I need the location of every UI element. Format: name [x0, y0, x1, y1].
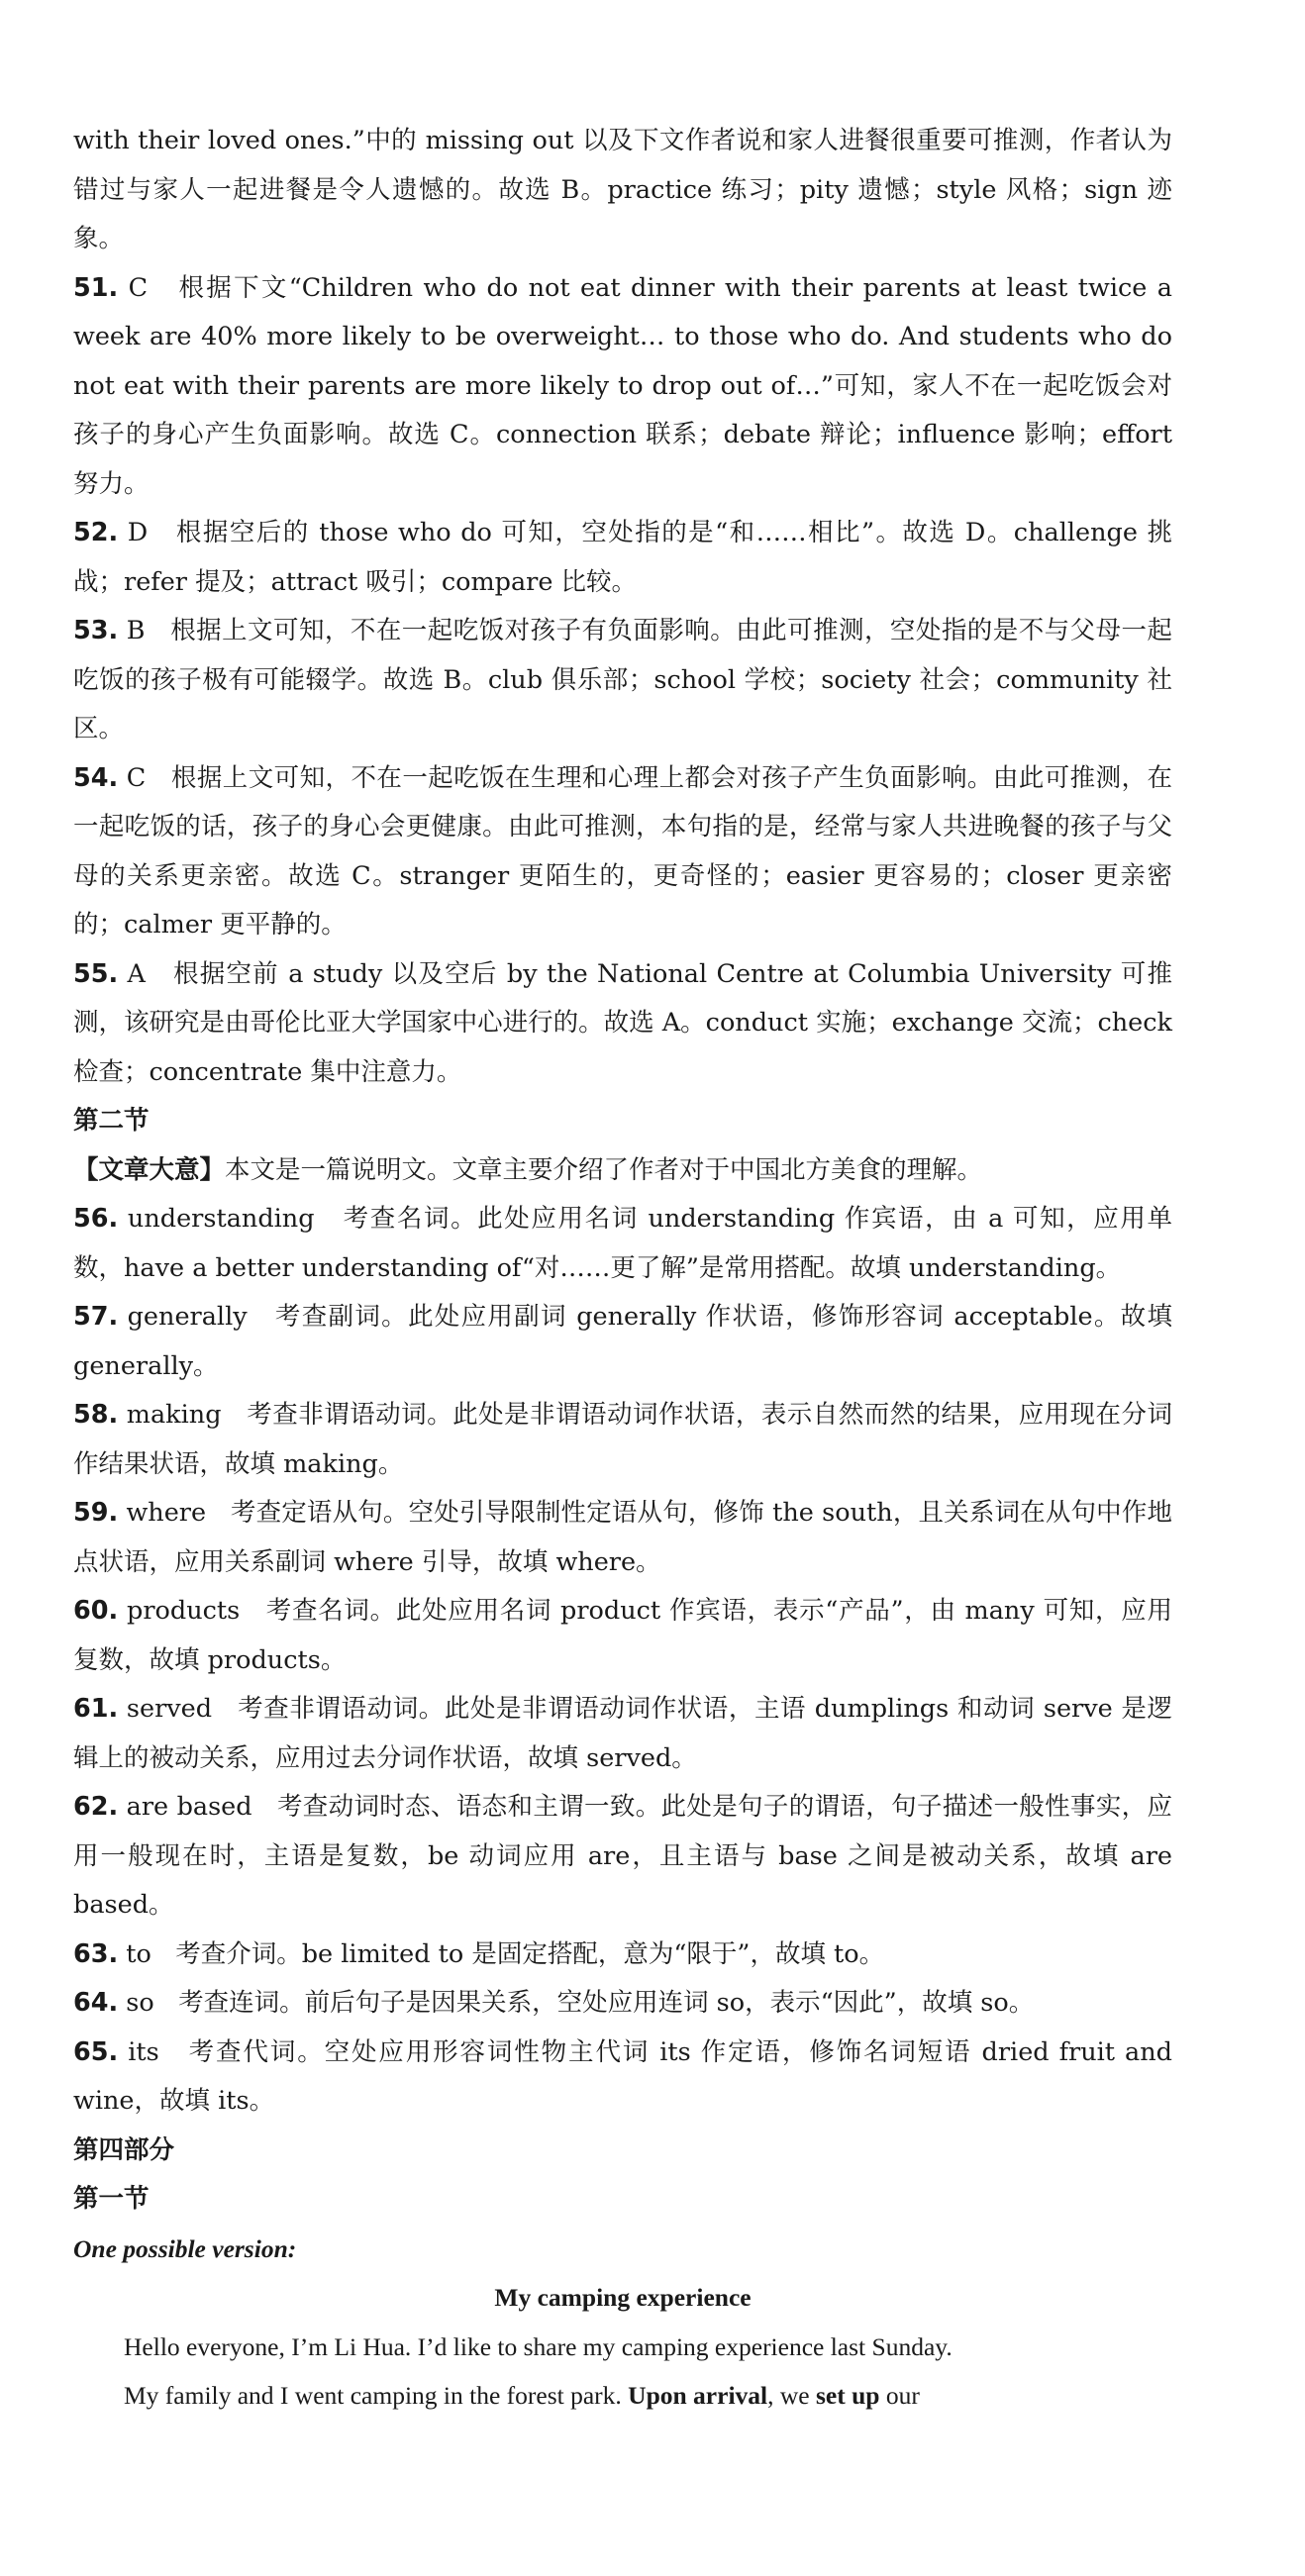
section-heading: 第二节 — [73, 1106, 150, 1136]
answer-item-62 — [73, 1783, 1172, 1931]
item-answer: making — [126, 1400, 222, 1430]
item-answer: C — [126, 762, 147, 793]
item-explanation: 根据下文“Children who do not eat dinner with their parents at least twice a week are 40% more likely to be overweight… to those who do. And students who do not eat with their parents are more likely to drop out of…”可知，家人不在一起吃饭会对孩子的身心产生负面影响。故选 C。connection 联系；debate 辩论；influence 影响；effort 努力。 — [73, 272, 1172, 499]
item-answer: served — [126, 1694, 213, 1724]
item-explanation: 考查动词时态、语态和主谓一致。此处是句子的谓语，句子描述一般性事实，应用一般现在时，主语是复数，be 动词应用 are，且主语与 base 之间是被动关系，故填 are based。 — [73, 1792, 1172, 1920]
item-number: 64. — [73, 1988, 119, 2018]
item-number: 55. — [73, 958, 119, 989]
answer-item-53 — [73, 607, 1172, 754]
item-explanation: 考查名词。此处应用名词 understanding 作宾语，由 a 可知，应用单数，have a better understanding of“对……更了解”是常用搭配。故填 understanding。 — [73, 1204, 1172, 1283]
answer-item-59 — [73, 1489, 1172, 1587]
item-number: 51. — [73, 272, 119, 303]
item-number: 57. — [73, 1302, 119, 1332]
item-explanation: 考查副词。此处应用副词 generally 作状语，修饰形容词 acceptable。故填 generally。 — [73, 1302, 1172, 1381]
essay-paragraph: Hello everyone, I’m Li Hua. I’d like to share my camping experience last Sunday. — [124, 2331, 953, 2361]
answer-item-63 — [73, 1931, 1172, 1980]
answers-part1 — [73, 264, 1172, 1098]
item-answer: A — [127, 958, 146, 989]
essay-text: My family and I went camping in the forest park. — [124, 2381, 629, 2410]
item-explanation: 根据上文可知，不在一起吃饭在生理和心理上都会对孩子产生负面影响。由此可推测，在一起吃饭的话，孩子的身心会更健康。由此可推测，本句指的是，经常与家人共进晚餐的孩子与父母的关系更亲密。故选 C。stranger 更陌生的，更奇怪的；easier 更容易的；closer 更亲密的；calmer 更平静的。 — [73, 762, 1172, 940]
answer-item-54 — [73, 754, 1172, 950]
answer-item-61 — [73, 1685, 1172, 1783]
item-number: 53. — [73, 616, 119, 645]
answer-item-56 — [73, 1195, 1172, 1293]
answer-item-65 — [73, 2029, 1172, 2127]
section-heading: 第一节 — [73, 2184, 150, 2214]
answer-item-55 — [73, 950, 1172, 1098]
item-explanation: 根据空后的 those who do 可知，空处指的是“和……相比”。故选 D。challenge 挑战；refer 提及；attract 吸引；compare 比较。 — [73, 518, 1173, 597]
answer-item-52 — [73, 509, 1172, 607]
answer-key-page — [73, 117, 1172, 2421]
item-number: 58. — [73, 1400, 119, 1430]
item-answer: to — [126, 1938, 151, 1969]
essay-highlight: Upon arrival — [628, 2381, 768, 2410]
item-answer: so — [126, 1988, 154, 2018]
intro-paragraph: with their loved ones.”中的 missing out 以及下文作者说和家人进餐很重要可推测，作者认为错过与家人一起进餐是令人遗憾的。故选 B。practice 练习；pity 遗憾；style 风格；sign 迹象。 — [73, 126, 1172, 253]
essay-highlight: set up — [815, 2381, 880, 2410]
item-number: 62. — [73, 1792, 119, 1822]
item-number: 60. — [73, 1596, 119, 1626]
item-explanation: 考查非谓语动词。此处是非谓语动词作状语，主语 dumplings 和动词 serve 是逻辑上的被动关系，应用过去分词作状语，故填 served。 — [73, 1694, 1173, 1773]
answer-item-64 — [73, 1979, 1172, 2029]
item-explanation: 考查定语从句。空处引导限制性定语从句，修饰 the south，且关系词在从句中作地点状语，应用关系副词 where 引导，故填 where。 — [73, 1498, 1172, 1577]
item-explanation: 考查名词。此处应用名词 product 作宾语，表示“产品”，由 many 可知，应用复数，故填 products。 — [73, 1596, 1172, 1675]
item-explanation: 考查连词。前后句子是因果关系，空处应用连词 so，表示“因此”，故填 so。 — [178, 1988, 1035, 2018]
item-number: 56. — [73, 1204, 119, 1234]
item-number: 52. — [73, 518, 119, 547]
answer-item-57 — [73, 1293, 1172, 1391]
answer-item-60 — [73, 1587, 1172, 1685]
part-heading: 第四部分 — [73, 2134, 175, 2165]
essay-text: our — [879, 2381, 920, 2410]
item-answer: B — [126, 616, 146, 645]
essay-title: My camping experience — [494, 2283, 752, 2312]
item-explanation: 根据空前 a study 以及空后 by the National Centre at Columbia University 可推测，该研究是由哥伦比亚大学国家中心进行的。故选 A。conduct 实施；exchange 交流；check 检查；concentrate 集中注意力。 — [73, 958, 1172, 1087]
essay-text: , we — [767, 2381, 816, 2410]
item-explanation: 根据上文可知，不在一起吃饭对孩子有负面影响。由此可推测，空处指的是不与父母一起吃饭的孩子极有可能辍学。故选 B。club 俱乐部；school 学校；society 社会；community 社区。 — [73, 616, 1172, 743]
item-answer: understanding — [127, 1204, 315, 1234]
item-number: 54. — [73, 762, 119, 793]
item-number: 65. — [73, 2036, 119, 2067]
answers-part2 — [73, 1195, 1172, 2127]
item-explanation: 考查代词。空处应用形容词性物主代词 its 作定语，修饰名词短语 dried fruit and wine，故填 its。 — [73, 2036, 1172, 2116]
item-answer: are based — [126, 1792, 252, 1822]
item-answer: C — [128, 272, 149, 303]
item-answer: D — [127, 518, 149, 547]
item-answer: where — [126, 1498, 207, 1528]
answer-item-51 — [73, 264, 1172, 510]
possible-version-label: One possible version: — [73, 2233, 297, 2263]
summary-label: 【文章大意】 — [73, 1154, 226, 1185]
summary-text: 本文是一篇说明文。文章主要介绍了作者对于中国北方美食的理解。 — [225, 1154, 983, 1185]
item-answer: generally — [127, 1302, 248, 1332]
item-number: 61. — [73, 1694, 119, 1724]
item-number: 59. — [73, 1498, 119, 1528]
item-answer: its — [128, 2036, 159, 2067]
item-explanation: 考查非谓语动词。此处是非谓语动词作状语，表示自然而然的结果，应用现在分词作结果状语，故填 making。 — [73, 1400, 1172, 1479]
item-number: 63. — [73, 1938, 119, 1969]
answer-item-58 — [73, 1391, 1172, 1489]
essay-paragraph — [73, 2371, 1172, 2421]
item-explanation: 考查介词。be limited to 是固定搭配，意为“限于”，故填 to。 — [175, 1938, 885, 1969]
summary-paragraph — [73, 1146, 1172, 1196]
item-answer: products — [127, 1596, 241, 1626]
